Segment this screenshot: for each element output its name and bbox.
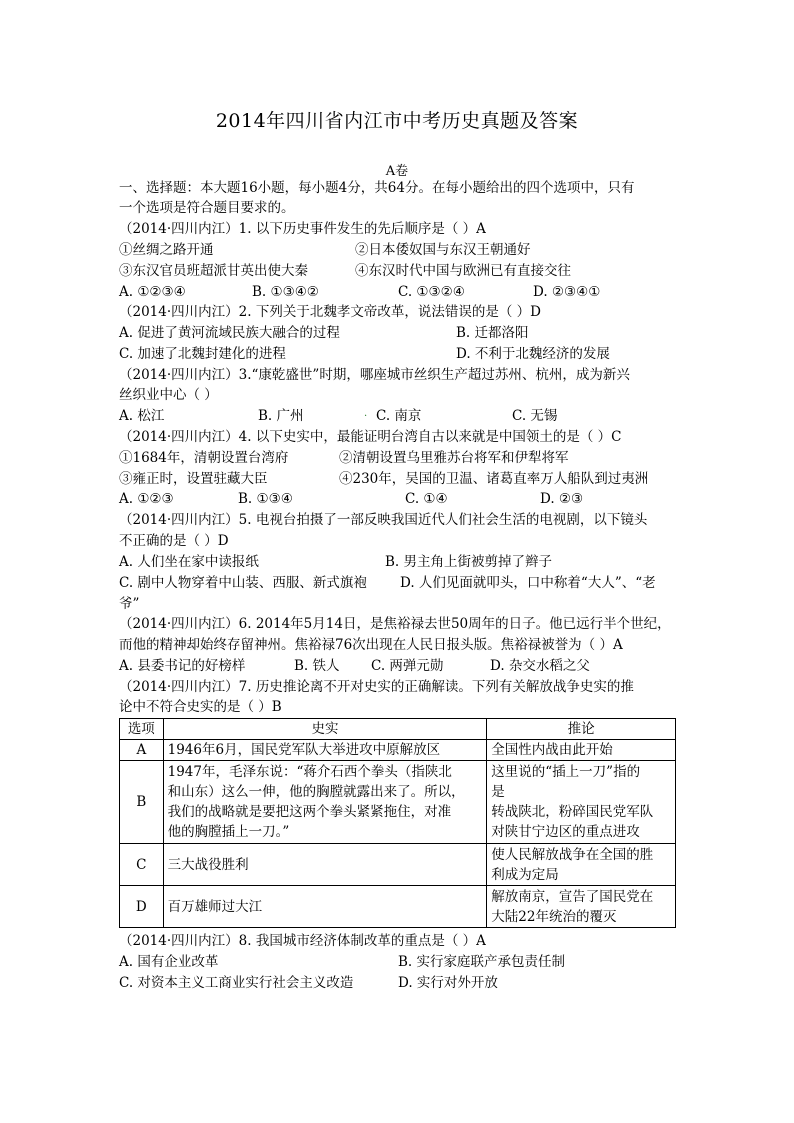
q2-option-c: C. 加速了北魏封建化的进程 [119,346,286,362]
q4-option-d: D. ②③ [540,491,584,507]
q3-stem-line-2: 丝织业中心（ ） [119,387,218,403]
q6-option-b: B. 铁人 [294,658,340,674]
q8-option-c: C. 对资本主义工商业实行社会主义改造 [119,975,354,991]
fact-line: 百万雄师过大江 [167,898,263,915]
q5-option-b: B. 男主角上街被剪掉了辫子 [385,554,553,570]
q1-stem: （2014·四川内江）1. 以下历史事件发生的先后顺序是（ ）A [119,221,486,237]
inference-line: 这里说的“插上一刀”指的 [491,764,641,780]
column-header-fact: 史实 [163,719,487,740]
inference-line: 对陕甘宁边区的重点进攻 [491,824,640,840]
q3-option-d: C. 无锡 [512,408,558,424]
fact-line: 三大战役胜利 [167,856,249,873]
row-option: A [120,740,164,761]
fact-line: 和山东）这么一伸，他的胸膛就露出来了。所以， [167,784,465,800]
stray-mark: . [364,408,368,419]
table-row [120,844,676,886]
q3-stem-line-1: （2014·四川内江）3.“康乾盛世”时期，哪座城市丝织生产超过苏州、杭州，成为新兴 [119,367,630,383]
inference-line: 使人民解放战争在全国的胜 [491,846,654,863]
table-header-row [120,719,676,740]
fact-line: 1946年6月，国民党军队大举进攻中原解放区 [167,742,441,758]
q3-option-b: B. 广州 [258,408,304,424]
inference-line: 转战陕北，粉碎国民党军队 [491,804,654,820]
q5-stem-line-2: 不正确的是（ ）D [119,533,229,549]
q4-item-1: ①1684年，清朝设置台湾府 [119,450,289,466]
row-inference [487,740,676,761]
inference-line: 是 [491,784,505,800]
row-inference [487,761,676,844]
table-row [120,761,676,844]
q1-item-3: ③东汉官员班超派甘英出使大秦 [119,263,308,279]
q1-item-2: ②日本倭奴国与东汉王朝通好 [355,242,531,258]
q1-option-c: C. ①③②④ [398,284,465,300]
q1-option-a: A. ①②③④ [119,284,186,300]
inference-line: 大陆22年统治的覆灭 [491,908,617,925]
q7-stem-line-1: （2014·四川内江）7. 历史推论离不开对史实的正确解读。下列有关解放战争史实的推 [119,679,634,695]
q1-item-4: ④东汉时代中国与欧洲已有直接交往 [355,263,571,279]
q8-stem: （2014·四川内江）8. 我国城市经济体制改革的重点是（ ）A [119,933,486,949]
q4-item-4: ④230年，吴国的卫温、诸葛直率万人船队到过夷洲 [339,471,649,487]
q8-option-b: B. 实行家庭联产承包责任制 [398,954,566,970]
q3-option-a: A. 松江 [119,408,165,424]
q5-option-d: D. 人们见面就叩头，口中称着“大人”、“老 [400,575,656,591]
column-header-inference: 推论 [487,719,676,740]
instructions-line-1: 一、选择题：本大题16小题，每小题4分，共64分。在每小题给出的四个选项中，只有 [119,180,635,196]
fact-line: 我们的战略就是要把这两个拳头紧紧拖住，对准 [167,804,452,820]
q4-option-a: A. ①②③ [119,491,174,507]
q6-stem-line-2: 而他的精神却始终存留神州。焦裕禄76次出现在人民日报头版。焦裕禄被誉为（ ）A [119,637,623,653]
q5-stem-line-1: （2014·四川内江）5. 电视台拍摄了一部反映我国近代人们社会生活的电视剧，以下镜头 [119,512,648,528]
q6-stem-line-1: （2014·四川内江）6. 2014年5月14日，是焦裕禄去世50周年的日子。他已远行半个世纪， [119,616,671,632]
q4-item-2: ②清朝设置乌里雅苏台将军和伊犁将军 [339,450,569,466]
q5-option-c: C. 剧中人物穿着中山装、西服、新式旗袍 [119,575,367,591]
instructions-line-2: 一个选项是符合题目要求的。 [119,200,295,216]
inference-line: 全国性内战由此开始 [491,742,613,758]
q7-table [119,718,676,928]
q1-option-d: D. ②③④① [533,284,601,300]
row-option: B [120,761,164,844]
q8-option-a: A. 国有企业改革 [119,954,219,970]
q2-stem: （2014·四川内江）2. 下列关于北魏孝文帝改革，说法错误的是（ ）D [119,304,541,320]
inference-line: 解放南京，宣告了国民党在 [491,888,654,905]
row-option: C [120,844,164,886]
q6-option-c: C. 两弹元勋 [371,658,444,674]
q8-option-d: D. 实行对外开放 [398,975,498,991]
section-label: A卷 [385,164,409,179]
fact-line: 1947年，毛泽东说：“蒋介石西个拳头（指陕北 [167,764,452,780]
row-fact [163,761,487,844]
q3-option-c: C. 南京 [376,408,422,424]
row-option: D [120,886,164,928]
fact-line: 他的胸膛插上一刀。” [167,824,290,840]
row-inference [487,886,676,928]
inference-line: 利成为定局 [491,866,559,883]
row-inference [487,844,676,886]
q4-option-b: B. ①③④ [238,491,293,507]
q6-option-a: A. 县委书记的好榜样 [119,658,246,674]
row-fact [163,740,487,761]
q2-option-d: D. 不利于北魏经济的发展 [456,346,610,362]
row-fact [163,886,487,928]
q4-option-c: C. ①④ [405,491,448,507]
q7-stem-line-2: 论中不符合史实的是（ ）B [119,699,282,715]
q5-option-d-cont: 爷” [119,596,140,612]
table-row [120,740,676,761]
page-title: 2014年四川省内江市中考历史真题及答案 [215,110,579,132]
q4-item-3: ③雍正时，设置驻藏大臣 [119,471,268,487]
q2-option-b: B. 迁都洛阳 [456,325,529,341]
table-row [120,886,676,928]
q6-option-d: D. 杂交水稻之父 [490,658,590,674]
q2-option-a: A. 促进了黄河流域民族大融合的过程 [119,325,340,341]
q1-item-1: ①丝绸之路开通 [119,242,214,258]
row-fact [163,844,487,886]
q1-option-b: B. ①③④② [252,284,319,300]
column-header-option: 选项 [120,719,164,740]
q5-option-a: A. 人们坐在家中读报纸 [119,554,259,570]
q4-stem: （2014·四川内江）4. 以下史实中，最能证明台湾自古以来就是中国领土的是（ ）C [119,429,622,445]
